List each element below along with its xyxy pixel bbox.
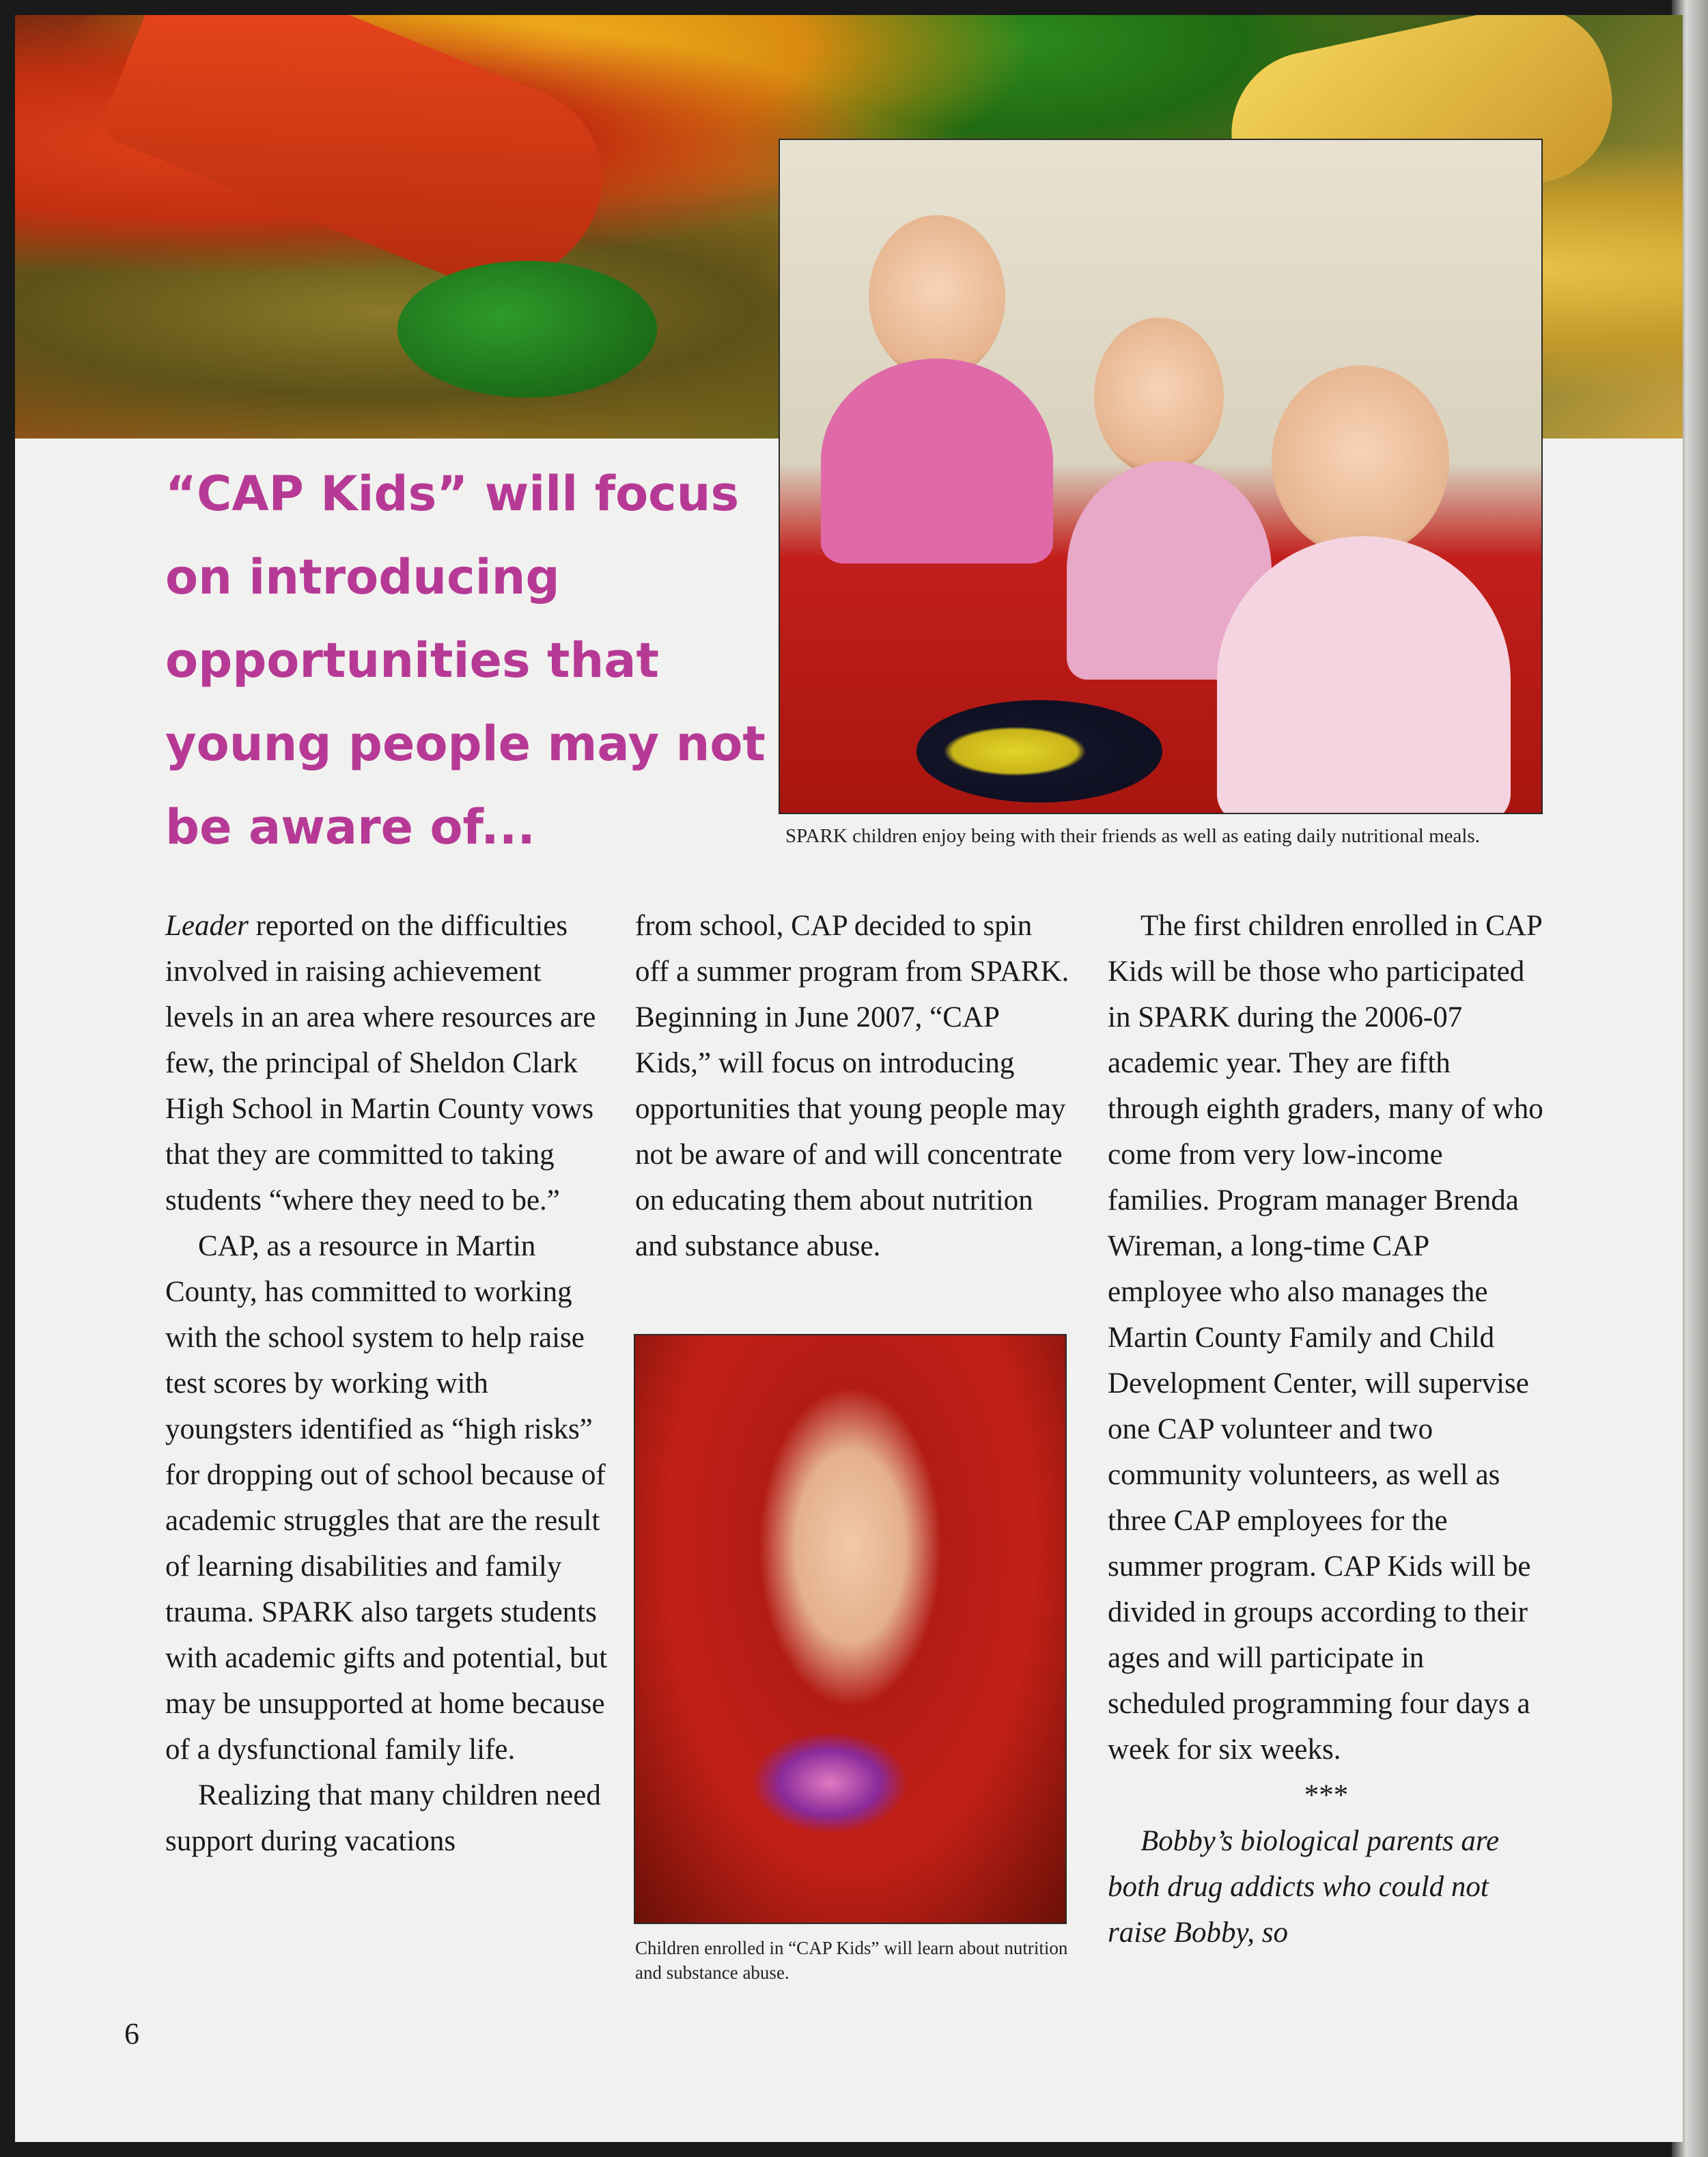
child-red-shirt-photo [635, 1335, 1065, 1923]
column1-paragraph-1 [165, 903, 616, 1223]
column3-paragraph-2: Bobby’s biological parents are both drug addicts who could not raise Bobby, so [1108, 1825, 1500, 1949]
top-photo-caption: SPARK children enjoy being with their friends as well as eating daily nutritional meals. [785, 825, 1480, 847]
food-tray [916, 700, 1162, 803]
column2-paragraph-1: from school, CAP decided to spin off a summer program from SPARK. Beginning in June 2007, “CAP Kids,” will focus on introducing opportunities that young people may not be aware of and will concentrate on educating them about nutrition and substance abuse. [635, 910, 1069, 1262]
child-shirt-1 [821, 359, 1053, 563]
column3-paragraph-1: The first children enrolled in CAP Kids will be those who participated in SPARK during the 2006-07 academic year. They are fifth through eighth graders, many of who come from very low-income families. Program manager Brenda Wireman, a long-time CAP employee who also manages the Martin County Family and Child Development Center, will supervise one CAP volunteer and two community volunteers, as well as three CAP employees for the summer program. CAP Kids will be divided in groups according to their ages and will participate in scheduled programming four days a week for six weeks. [1108, 910, 1543, 1766]
article-column-1 [165, 903, 616, 1864]
child-face-1 [869, 215, 1005, 379]
page-number: 6 [124, 2017, 139, 2050]
child-face-2 [1094, 318, 1224, 475]
bottom-photo-caption: Children enrolled in “CAP Kids” will learn about nutrition and substance abuse. [635, 1938, 1068, 1983]
magazine-page [15, 15, 1683, 2142]
shirt-embroidery [751, 1731, 908, 1834]
column1-paragraph-1-text: reported on the difficulties involved in raising achievement levels in an area where resources are few, the principal of Sheldon Clark High School in Martin County vows that they are committed to taking students “where they need to be.” [165, 910, 596, 1216]
spark-children-photo [780, 140, 1541, 813]
green-crayon-shape [397, 261, 657, 398]
child-shirt-3 [1217, 536, 1511, 813]
leader-publication-name: Leader [165, 910, 249, 942]
article-column-2 [635, 903, 1072, 1269]
column1-paragraph-2: CAP, as a resource in Martin County, has committed to working with the school system to help raise test scores by working with youngsters identified as “high risks” for dropping out of school because of academic struggles that are the result of learning disabilities and family trauma. SPARK also targets students with academic gifts and potential, but may be unsupported at home because of a dysfunctional family life. [165, 1230, 608, 1766]
column1-paragraph-3: Realizing that many children need support during vacations [165, 1779, 601, 1857]
section-separator: *** [1304, 1779, 1349, 1811]
headline: “CAP Kids” will focus on introducing opportunities that young people may not be aware of... [165, 466, 766, 855]
article-column-3 [1108, 903, 1545, 1956]
child-face-3 [1272, 365, 1449, 557]
